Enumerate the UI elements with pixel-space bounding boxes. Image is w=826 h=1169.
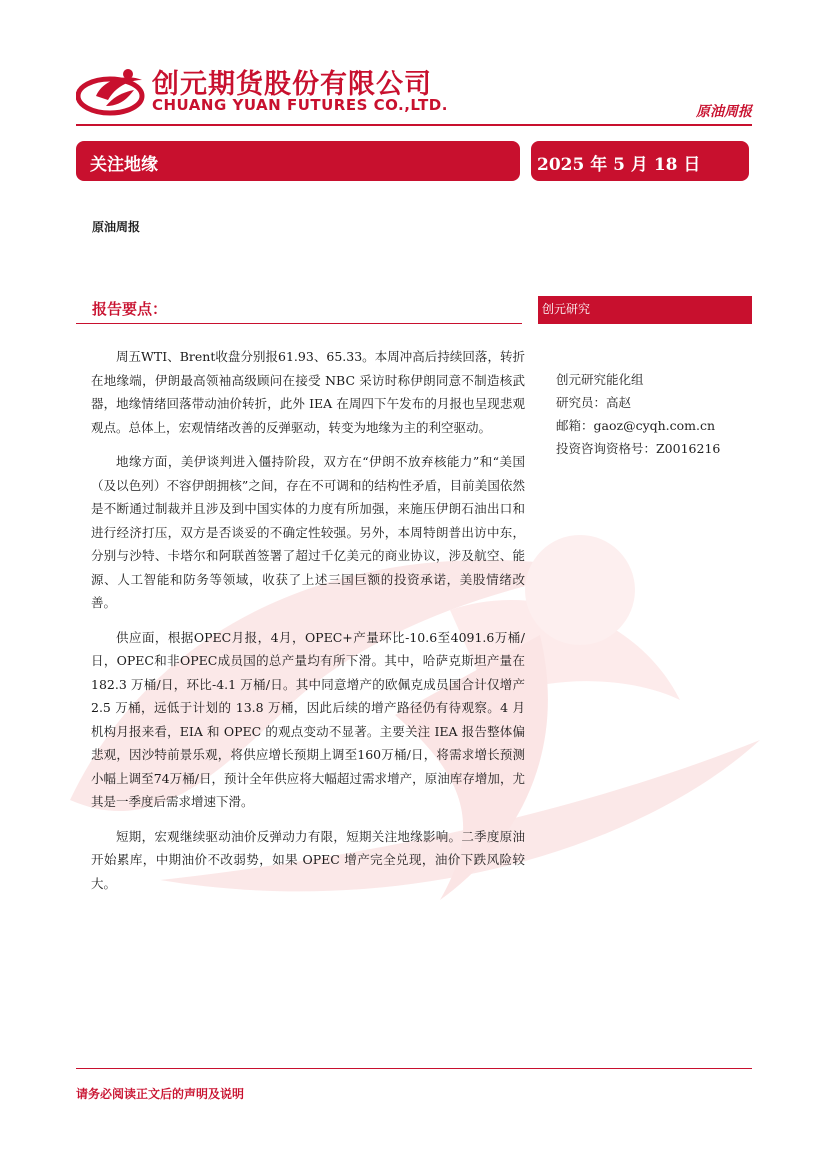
report-date: 2025 年 5 月 18 日 bbox=[537, 155, 701, 175]
date-banner bbox=[531, 141, 749, 181]
key-points-heading: 报告要点： bbox=[92, 300, 168, 318]
paragraph-geopolitics: 地缘方面，美伊谈判进入僵持阶段，双方在“伊朗不放弃核能力”和“美国（及以色列）不容伊朗拥核”之间，存在不可调和的结构性矛盾，目前美国依然是不断通过制裁并且涉及到中国实体的力度有所加强，来施压伊朗石油出口和进行经济打压，双方是否谈妥的不确定性较强。另外，本周特朗普出访中东，分别与沙特、卡塔尔和阿联酋签署了超过千亿美元的商业协议，涉及航空、能源、人工智能和防务等领域，收获了上述三国巨额的投资承诺，美股情绪改善。 bbox=[91, 454, 525, 610]
footer-divider bbox=[76, 1068, 752, 1069]
topic-title: 关注地缘 bbox=[90, 155, 158, 175]
contact-email[interactable]: 邮箱：gaoz@cyqh.com.cn bbox=[556, 418, 716, 433]
researcher-name: 研究员：高赵 bbox=[556, 395, 632, 410]
paragraph-supply: 供应面，根据OPEC月报，4月，OPEC+产量环比-10.6至4091.6万桶/日，OPEC和非OPEC成员国的总产量均有所下滑。其中，哈萨克斯坦产量在 182.3 万桶/日，环比-4.1 万桶/日。其中同意增产的欧佩克成员国合计仅增产 2.5 万桶，远低于计划的 13.8 万桶，因此后续的增产路径仍有待观察。4 月机构月报来看，EIA 和 OPEC 的观点变动不显著。主要关注 IEA 报告整体偏悲观，因沙特前景乐观，将供应增长预期上调至160万桶/日，将需求增长预测小幅上调至74万桶/日，预计全年供应将大幅超过需求增产，原油库存增加，尤其是一季度后需求增速下滑。 bbox=[91, 629, 525, 809]
topic-banner bbox=[76, 141, 520, 181]
sidebar-heading: 创元研究 bbox=[542, 302, 591, 316]
paragraph-outlook: 短期，宏观继续驱动油价反弹动力有限，短期关注地缘影响。二季度原油开始累库，中期油价不改弱势，如果 OPEC 增产完全兑现，油价下跌风险较大。 bbox=[91, 828, 525, 891]
footer-disclaimer: 请务必阅读正文后的声明及说明 bbox=[76, 1087, 245, 1101]
company-name-en: CHUANG YUAN FUTURES CO.,LTD. bbox=[152, 96, 448, 114]
sidebar-heading-banner bbox=[538, 296, 752, 324]
report-subtitle: 原油周报 bbox=[92, 220, 141, 234]
key-points-body bbox=[91, 345, 525, 906]
paragraph-summary: 周五WTI、Brent收盘分别报61.93、65.33。本周冲高后持续回落，转折在地缘端，伊朗最高领袖高级顾问在接受 NBC 采访时称伊朗同意不制造核武器，地缘情绪回落带动油价转折，此外 IEA 在周四下午发布的月报也呈现悲观观点。总体上，宏观情绪改善的反弹驱动，转变为地缘为主的利空驱动。 bbox=[91, 349, 525, 435]
company-logo-icon bbox=[76, 66, 152, 116]
header-divider bbox=[76, 124, 752, 126]
company-name-cn: 创元期货股份有限公司 bbox=[152, 69, 432, 100]
license-number: 投资咨询资格号：Z0016216 bbox=[556, 441, 721, 456]
report-type-label: 原油周报 bbox=[696, 104, 752, 120]
research-team: 创元研究能化组 bbox=[556, 372, 644, 387]
key-points-divider bbox=[76, 323, 522, 324]
